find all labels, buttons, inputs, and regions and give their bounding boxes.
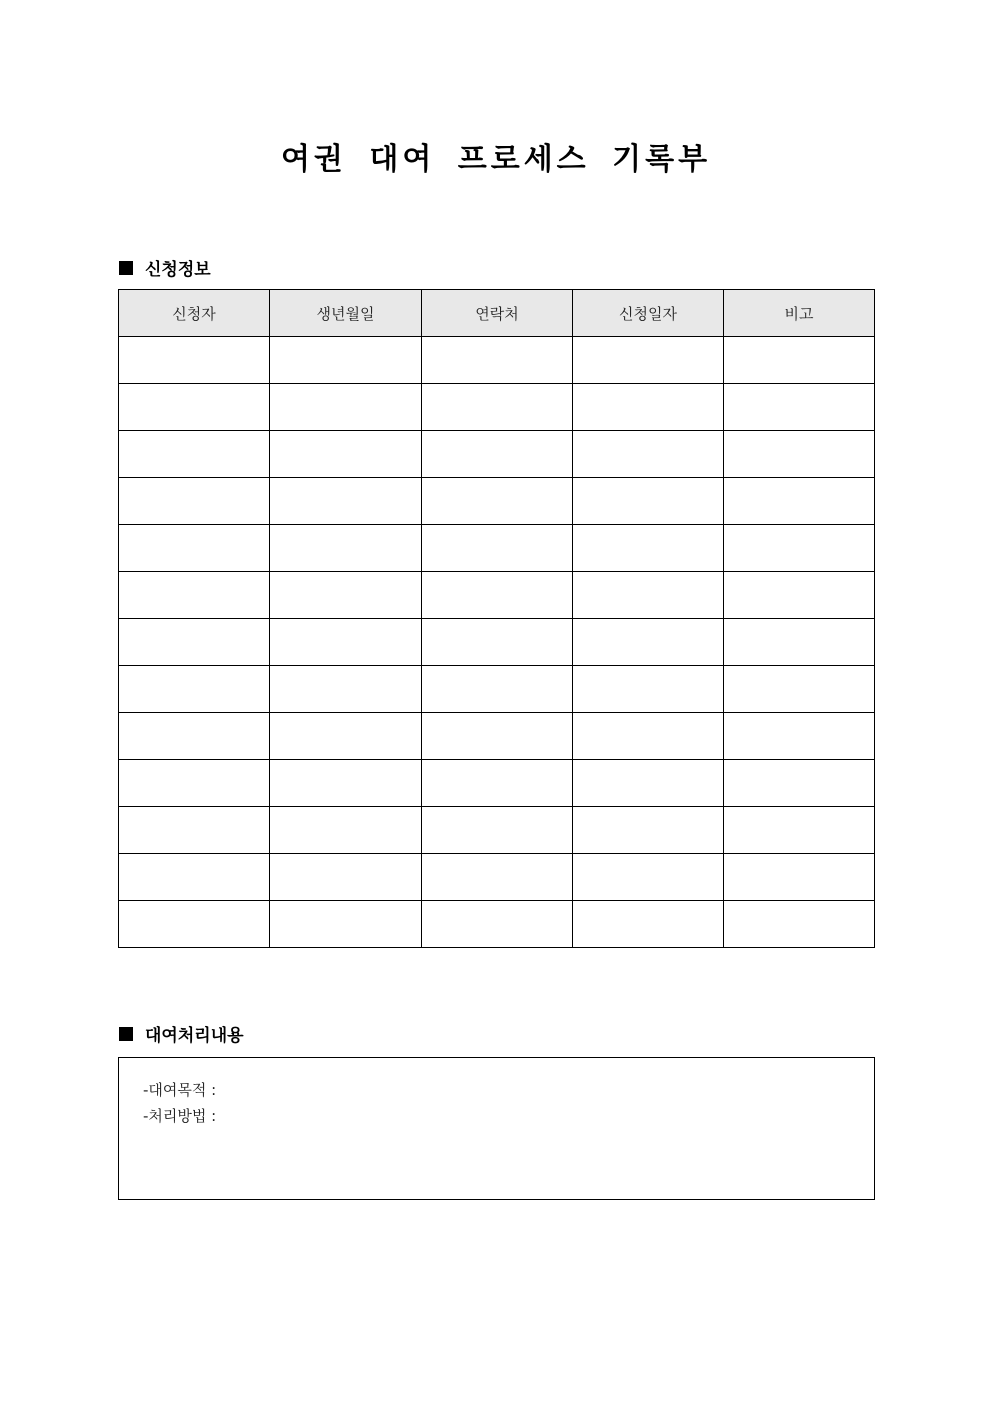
table-cell[interactable] xyxy=(119,901,270,948)
rental-purpose-label: -대여목적 : xyxy=(143,1081,217,1099)
page-title: 여권 대여 프로세스 기록부 xyxy=(280,142,712,177)
table-cell[interactable] xyxy=(270,713,422,760)
table-row xyxy=(119,854,875,901)
table-cell[interactable] xyxy=(573,807,724,854)
table-cell[interactable] xyxy=(119,572,270,619)
column-header-birthdate: 생년월일 xyxy=(270,290,422,337)
table-cell[interactable] xyxy=(724,807,875,854)
table-row xyxy=(119,619,875,666)
column-header-application-date: 신청일자 xyxy=(573,290,724,337)
table-cell[interactable] xyxy=(119,337,270,384)
section-heading-process xyxy=(119,1021,244,1046)
table-cell[interactable] xyxy=(573,901,724,948)
table-cell[interactable] xyxy=(119,431,270,478)
table-cell[interactable] xyxy=(573,854,724,901)
table-cell[interactable] xyxy=(724,619,875,666)
application-table xyxy=(118,289,875,948)
table-cell[interactable] xyxy=(270,572,422,619)
table-cell[interactable] xyxy=(119,807,270,854)
section-heading-label: 신청정보 xyxy=(145,260,211,280)
square-bullet-icon xyxy=(119,1027,133,1041)
table-cell[interactable] xyxy=(724,901,875,948)
section-heading-label: 대여처리내용 xyxy=(145,1026,244,1046)
table-cell[interactable] xyxy=(573,760,724,807)
table-cell[interactable] xyxy=(119,478,270,525)
table-cell[interactable] xyxy=(724,384,875,431)
table-cell[interactable] xyxy=(270,525,422,572)
table-cell[interactable] xyxy=(422,572,573,619)
table-cell[interactable] xyxy=(573,478,724,525)
table-cell[interactable] xyxy=(422,666,573,713)
table-cell[interactable] xyxy=(724,478,875,525)
table-cell[interactable] xyxy=(270,337,422,384)
processing-method-label: -처리방법 : xyxy=(143,1107,217,1125)
table-cell[interactable] xyxy=(422,901,573,948)
table-cell[interactable] xyxy=(270,901,422,948)
table-cell[interactable] xyxy=(422,431,573,478)
table-cell[interactable] xyxy=(724,666,875,713)
table-cell[interactable] xyxy=(573,619,724,666)
table-row xyxy=(119,713,875,760)
table-cell[interactable] xyxy=(422,478,573,525)
table-cell[interactable] xyxy=(573,666,724,713)
table-cell[interactable] xyxy=(119,713,270,760)
table-cell[interactable] xyxy=(573,572,724,619)
table-row xyxy=(119,901,875,948)
table-row xyxy=(119,431,875,478)
table-cell[interactable] xyxy=(270,384,422,431)
table-cell[interactable] xyxy=(573,525,724,572)
table-cell[interactable] xyxy=(724,337,875,384)
table-row xyxy=(119,337,875,384)
table-cell[interactable] xyxy=(724,525,875,572)
table-cell[interactable] xyxy=(270,431,422,478)
table-cell[interactable] xyxy=(270,807,422,854)
table-cell[interactable] xyxy=(119,384,270,431)
table-row xyxy=(119,478,875,525)
table-row xyxy=(119,572,875,619)
table-cell[interactable] xyxy=(724,431,875,478)
table-row xyxy=(119,525,875,572)
column-header-remarks: 비고 xyxy=(724,290,875,337)
column-header-applicant: 신청자 xyxy=(119,290,270,337)
table-row xyxy=(119,760,875,807)
table-cell[interactable] xyxy=(422,619,573,666)
table-cell[interactable] xyxy=(573,713,724,760)
table-cell[interactable] xyxy=(270,760,422,807)
table-cell[interactable] xyxy=(119,666,270,713)
table-row xyxy=(119,384,875,431)
table-cell[interactable] xyxy=(270,666,422,713)
table-cell[interactable] xyxy=(270,478,422,525)
table-cell[interactable] xyxy=(724,572,875,619)
table-cell[interactable] xyxy=(422,854,573,901)
table-cell[interactable] xyxy=(422,713,573,760)
table-cell[interactable] xyxy=(724,854,875,901)
process-content-box[interactable] xyxy=(118,1057,875,1200)
column-header-contact: 연락처 xyxy=(422,290,573,337)
table-cell[interactable] xyxy=(119,619,270,666)
table-cell[interactable] xyxy=(119,760,270,807)
table-cell[interactable] xyxy=(422,337,573,384)
table-row xyxy=(119,807,875,854)
table-cell[interactable] xyxy=(573,384,724,431)
table-cell[interactable] xyxy=(422,384,573,431)
table-cell[interactable] xyxy=(573,431,724,478)
table-row xyxy=(119,666,875,713)
table-cell[interactable] xyxy=(422,760,573,807)
table-header-row xyxy=(119,290,875,337)
table-cell[interactable] xyxy=(119,525,270,572)
table-cell[interactable] xyxy=(724,713,875,760)
table-cell[interactable] xyxy=(724,760,875,807)
table-cell[interactable] xyxy=(270,854,422,901)
table-cell[interactable] xyxy=(270,619,422,666)
table-cell[interactable] xyxy=(422,525,573,572)
table-cell[interactable] xyxy=(119,854,270,901)
table-cell[interactable] xyxy=(422,807,573,854)
square-bullet-icon xyxy=(119,261,133,275)
section-heading-application xyxy=(119,255,211,280)
table-cell[interactable] xyxy=(573,337,724,384)
